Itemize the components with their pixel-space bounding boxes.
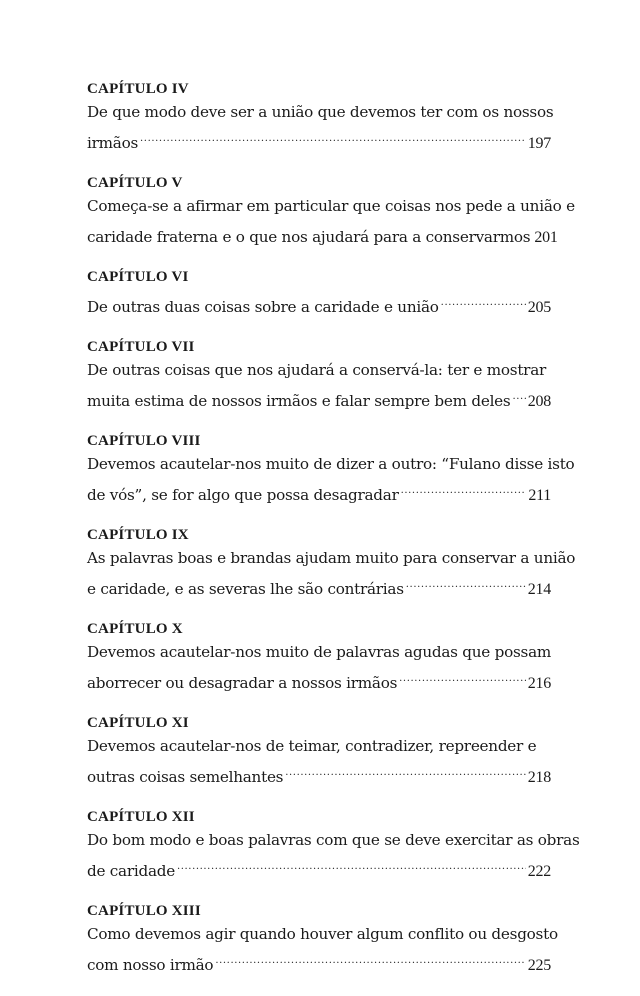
chapter-title-line: De que modo deve ser a união que devemos ter com os nossos (87, 103, 554, 121)
chapter-label: CAPÍTULO XII (87, 809, 195, 825)
toc-entry[interactable] (87, 268, 551, 320)
toc-entry[interactable] (87, 808, 580, 884)
dot-leader (441, 288, 526, 312)
chapter-title-last-line (87, 852, 551, 884)
chapter-title-text: irmãos (87, 134, 139, 152)
chapter-title-text: aborrecer ou desagradar a nossos irmãos (87, 674, 398, 692)
chapter-title-last-line (87, 124, 551, 156)
chapter-title-last-line (87, 218, 558, 250)
chapter-label: CAPÍTULO V (87, 175, 183, 191)
chapter-label: CAPÍTULO XIII (87, 903, 201, 919)
page-number[interactable]: 201 (534, 229, 558, 246)
chapter-title-line: Devemos acautelar-nos muito de dizer a outro: “Fulano disse isto (87, 455, 575, 473)
chapter-label: CAPÍTULO VI (87, 269, 189, 285)
chapter-title-last-line (87, 476, 551, 508)
chapter-title-line: Do bom modo e boas palavras com que se deve exercitar as obras (87, 831, 580, 849)
toc-entry[interactable] (87, 174, 575, 250)
chapter-title-last-line (87, 382, 551, 414)
page-number[interactable]: 222 (527, 863, 551, 880)
dot-leader (512, 382, 525, 406)
dot-leader (401, 476, 527, 500)
chapter-title-text: outras coisas semelhantes (87, 768, 284, 786)
chapter-title-last-line (87, 758, 551, 790)
chapter-title-line: Começa-se a afirmar em particular que coisas nos pede a união e (87, 197, 575, 215)
chapter-title-last-line (87, 570, 551, 602)
chapter-title-line: Como devemos agir quando houver algum conflito ou desgosto (87, 925, 558, 943)
toc-entry[interactable] (87, 620, 551, 696)
page-number[interactable]: 211 (528, 487, 551, 504)
toc-entry[interactable] (87, 526, 576, 602)
chapter-title-text: e caridade, e as severas lhe são contrárias (87, 580, 404, 598)
page-number[interactable]: 197 (527, 135, 551, 152)
dot-leader (215, 946, 525, 970)
chapter-label: CAPÍTULO IV (87, 81, 189, 97)
chapter-title-text: muita estima de nossos irmãos e falar sempre bem deles (87, 392, 511, 410)
toc-entry[interactable] (87, 338, 551, 414)
chapter-title-text: caridade fraterna e o que nos ajudará para a conservarmos (87, 228, 531, 246)
chapter-label: CAPÍTULO X (87, 621, 183, 637)
dot-leader (285, 758, 526, 782)
chapter-label: CAPÍTULO VII (87, 339, 195, 355)
dot-leader (177, 852, 526, 876)
chapter-title-text: de vós”, se for algo que possa desagradar (87, 486, 399, 504)
chapter-title-text: de caridade (87, 862, 175, 880)
chapter-label: CAPÍTULO IX (87, 527, 189, 543)
dot-leader (140, 124, 526, 148)
page-number[interactable]: 218 (527, 769, 551, 786)
chapter-title-text: com nosso irmão (87, 956, 214, 974)
chapter-title-last-line (87, 288, 551, 320)
page-number[interactable]: 214 (527, 581, 551, 598)
dot-leader (406, 570, 526, 594)
chapter-title-last-line (87, 664, 551, 696)
page-number[interactable]: 208 (527, 393, 551, 410)
page-number[interactable]: 225 (527, 957, 551, 974)
toc-entry[interactable] (87, 80, 554, 156)
toc-entry[interactable] (87, 714, 551, 790)
chapter-label: CAPÍTULO XI (87, 715, 189, 731)
page-number[interactable]: 216 (527, 675, 551, 692)
toc-entry[interactable] (87, 902, 558, 978)
chapter-title-line: De outras coisas que nos ajudará a conservá-la: ter e mostrar (87, 361, 547, 379)
page-number[interactable]: 205 (527, 299, 551, 316)
chapter-title-line: Devemos acautelar-nos muito de palavras agudas que possam (87, 643, 552, 661)
chapter-title-line: As palavras boas e brandas ajudam muito para conservar a união (87, 549, 576, 567)
dot-leader (399, 664, 526, 688)
table-of-contents (87, 80, 580, 996)
chapter-label: CAPÍTULO VIII (87, 433, 201, 449)
toc-entry[interactable] (87, 432, 575, 508)
chapter-title-line: Devemos acautelar-nos de teimar, contradizer, repreender e (87, 737, 537, 755)
chapter-title-text: De outras duas coisas sobre a caridade e união (87, 298, 439, 316)
chapter-title-last-line (87, 946, 551, 978)
